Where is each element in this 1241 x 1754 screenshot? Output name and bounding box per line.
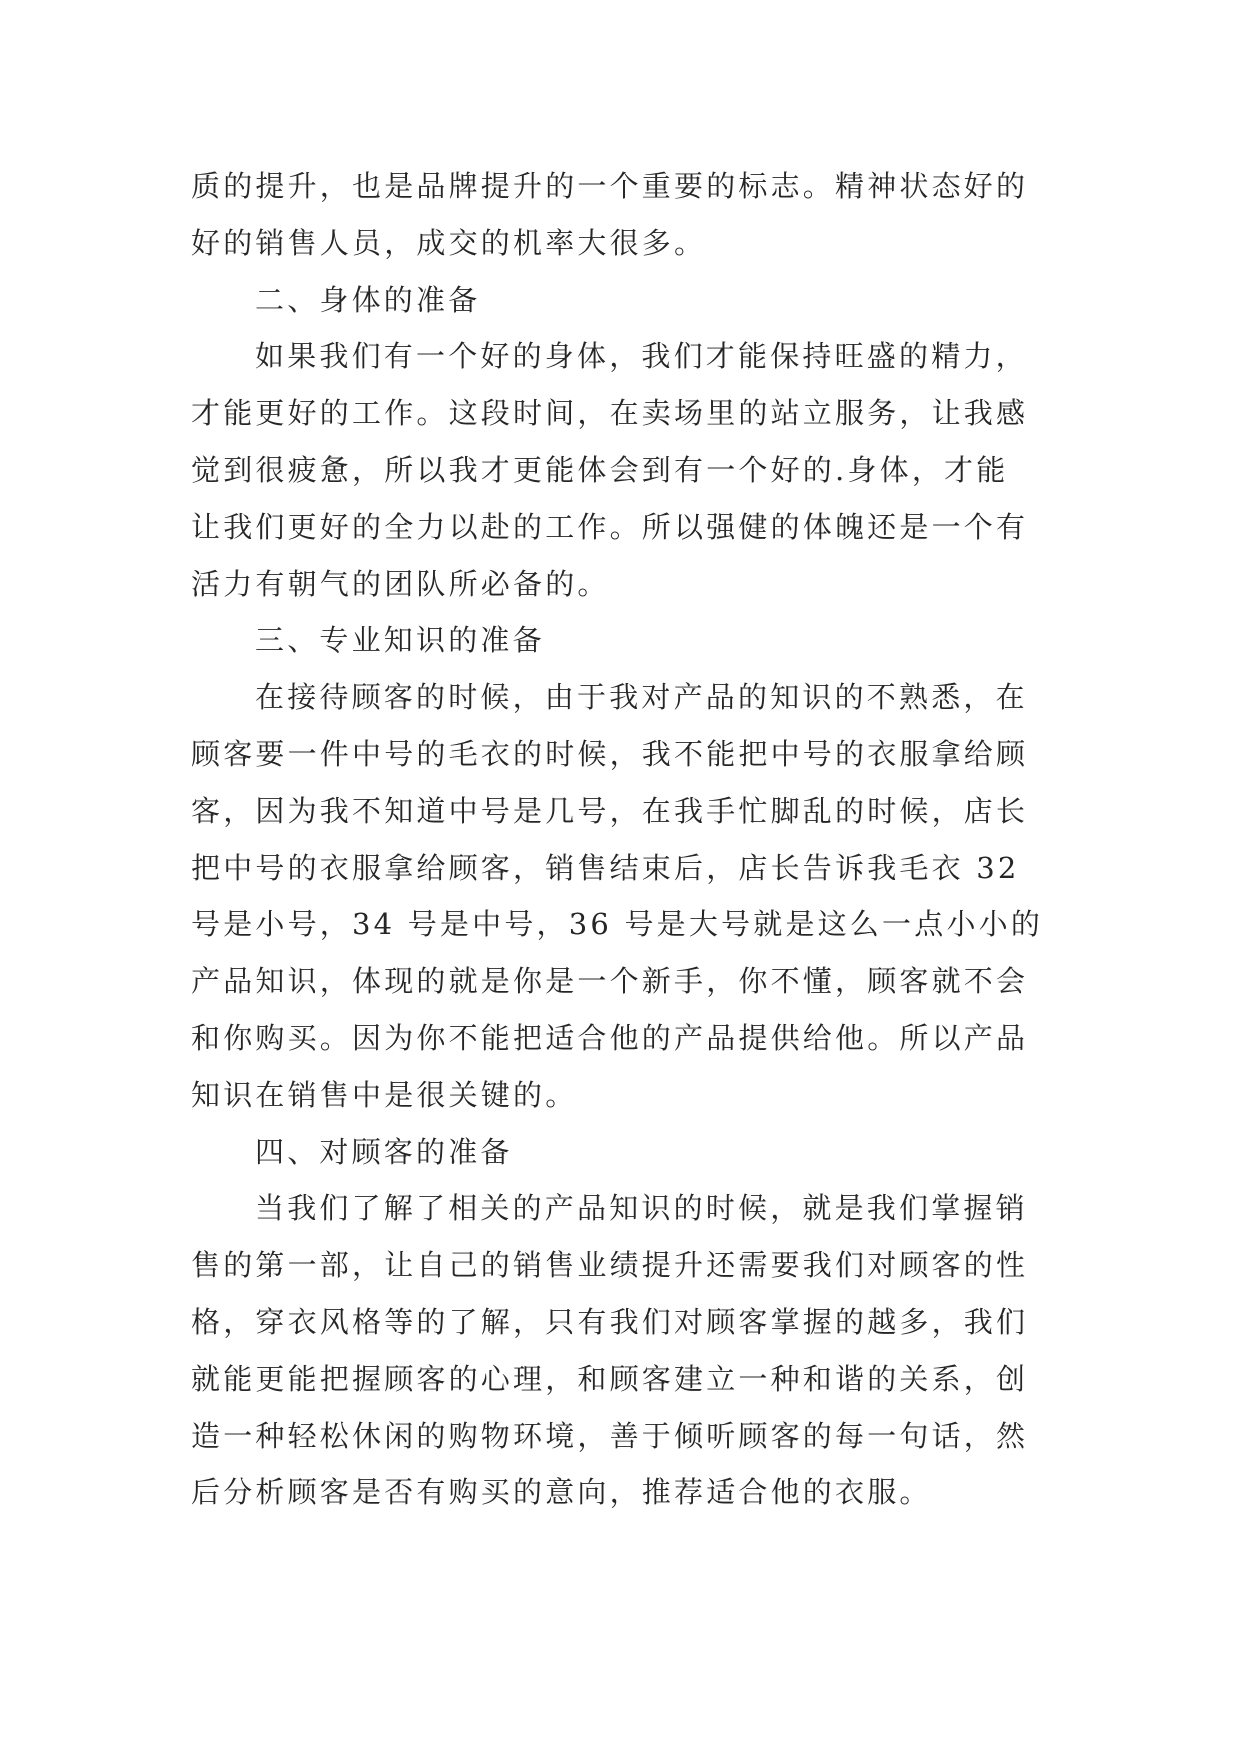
text-line: 才能更好的工作。这段时间，在卖场里的站立服务，让我感 [191,396,1029,431]
text-line: 和你购买。因为你不能把适合他的产品提供给他。所以产品 [191,1020,1029,1055]
paragraph-first-line: 二、身体的准备 [255,282,481,317]
text-line: 知识在销售中是很关键的。 [191,1077,578,1112]
text-line: 后分析顾客是否有购买的意向，推荐适合他的衣服。 [191,1475,932,1510]
text-line: 顾客要一件中号的毛衣的时候，我不能把中号的衣服拿给顾 [191,736,1029,771]
text-line: 产品知识，体现的就是你是一个新手，你不懂，顾客就不会 [191,964,1029,999]
paragraph-first-line: 如果我们有一个好的身体，我们才能保持旺盛的精力， [255,339,1028,374]
text-line: 客，因为我不知道中号是几号，在我手忙脚乱的时候，店长 [191,793,1029,828]
text-line: 造一种轻松休闲的购物环境，善于倾听顾客的每一句话，然 [191,1418,1029,1453]
paragraph-first-line: 当我们了解了相关的产品知识的时候，就是我们掌握销 [255,1191,1028,1226]
text-line: 售的第一部，让自己的销售业绩提升还需要我们对顾客的性 [191,1248,1029,1283]
text-line: 质的提升，也是品牌提升的一个重要的标志。精神状态好的 [191,169,1029,203]
text-line: 格，穿衣风格等的了解，只有我们对顾客掌握的越多，我们 [191,1304,1029,1339]
text-line: 把中号的衣服拿给顾客，销售结束后，店长告诉我毛衣 32 [191,850,1020,885]
document-body [191,158,1051,1521]
paragraph-first-line: 在接待顾客的时候，由于我对产品的知识的不熟悉，在 [255,680,1028,715]
text-line: 号是小号，34 号是中号，36 号是大号就是这么一点小小的 [191,907,1044,942]
text-line: 觉到很疲惫，所以我才更能体会到有一个好的.身体，才能 [191,452,1009,487]
text-line: 好的销售人员，成交的机率大很多。 [191,225,707,260]
text-line: 活力有朝气的团队所必备的。 [191,566,610,601]
text-line: 就能更能把握顾客的心理，和顾客建立一种和谐的关系，创 [191,1361,1029,1396]
paragraph-first-line: 四、对顾客的准备 [255,1134,513,1169]
text-line: 让我们更好的全力以赴的工作。所以强健的体魄还是一个有 [191,509,1029,544]
paragraph-first-line: 三、专业知识的准备 [255,623,545,658]
